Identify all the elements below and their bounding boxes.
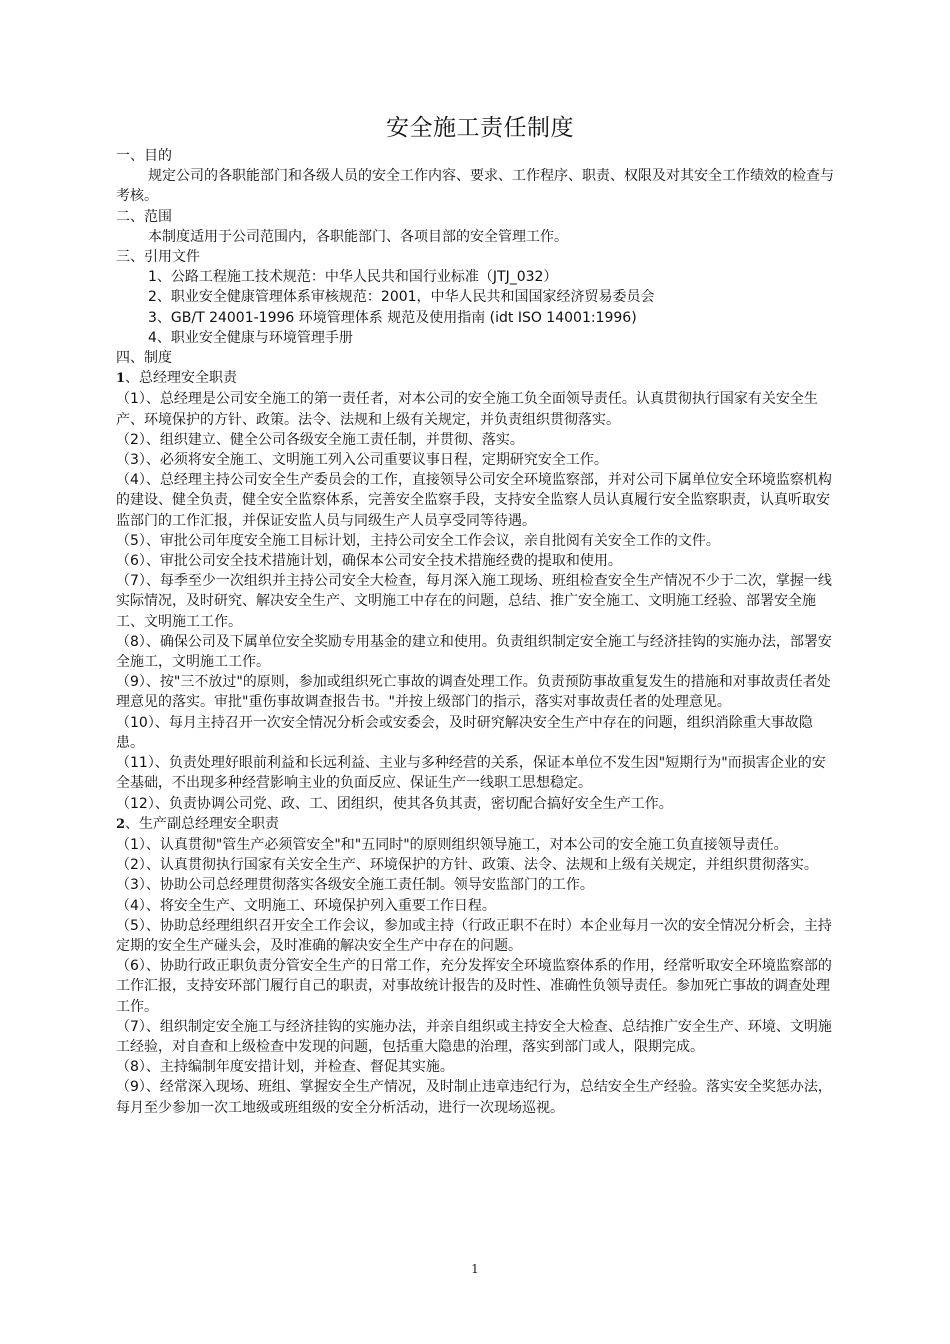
duty-item: （10）、每月主持召开一次安全情况分析会或安委会，及时研究解决安全生产中存在的问题，组织消除重大事故隐患。 [116,714,813,751]
duty-item: （3）、必须将安全施工、文明施工列入公司重要议事日程，定期研究安全工作。 [116,452,608,469]
section-heading-scope: 二、范围 [116,208,172,225]
reference-item: 2、职业安全健康管理体系审核规范：2001，中华人民共和国国家经济贸易委员会 [148,289,655,306]
duty-item: （6）、审批公司安全技术措施计划，确保本公司安全技术措施经费的提取和使用。 [116,553,622,570]
duty-item: （9）、按"三不放过"的原则，参加或组织死亡事故的调查处理工作。负责预防事故重复发生的措施和对事故责任者处理意见的落实。审批"重伤事故调查报告书。"并按上级部门的指示，落实对事故责任者的处理意见。 [116,674,831,711]
subsection-number: 2 [116,816,126,832]
page-number: 1 [471,1262,479,1276]
section-text-scope: 本制度适用于公司范围内，各职能部门、各项目部的安全管理工作。 [148,228,568,245]
duty-item: （1）、总经理是公司安全施工的第一责任者，对本公司的安全施工负全面领导责任。认真贯彻执行国家有关安全生产、环境保护的方针、政策。法令、法规和上级有关规定，并负责组织贯彻落实。 [116,391,818,428]
duty-item: （1）、认真贯彻"管生产必须管安全"和"五同时"的原则组织领导施工，对本公司的安全施工负直接领导责任。 [116,836,788,853]
duty-item: （11）、负责处理好眼前利益和长远利益、主业与多种经营的关系，保证本单位不发生因"短期行为"而损害企业的安全基础，不出现多种经营影响主业的负面反应、保证生产一线职工思想稳定。 [116,755,826,792]
subsection-heading-deputy-gm [116,814,838,835]
reference-item: 4、职业安全健康与环境管理手册 [148,329,353,346]
subsection-heading-gm [116,368,838,389]
duty-item: （5）、协助总经理组织召开安全工作会议，参加或主持（行政正职不在时）本企业每月一次的安全情况分析会，主持定期的安全生产碰头会，及时准确的解决安全生产中存在的问题。 [116,917,832,954]
document-body [116,110,838,1118]
section-text-purpose: 规定公司的各职能部门和各级人员的安全工作内容、要求、工作程序、职责、权限及对其安全工作绩效的检查与考核。 [116,168,834,205]
duty-item: （2）、认真贯彻执行国家有关安全生产、环境保护的方针、政策、法令、法规和上级有关规定，并组织贯彻落实。 [116,857,818,874]
document-title: 安全施工责任制度 [386,115,574,141]
duty-item: （7）、组织制定安全施工与经济挂钩的实施办法，并亲自组织或主持安全大检查、总结推广安全生产、环境、文明施工经验，对自查和上级检查中发现的问题，包括重大隐患的治理，落实到部门或人，限期完成。 [116,1018,832,1055]
duty-item: （5）、审批公司年度安全施工目标计划，主持公司安全工作会议，亲自批阅有关安全工作的文件。 [116,532,720,549]
duty-item: （4）、将安全生产、文明施工、环境保护列入重要工作日程。 [116,897,496,914]
subsection-number: 1 [116,371,126,387]
duty-item: （9）、经常深入现场、班组、掌握安全生产情况，及时制止违章违纪行为，总结安全生产经验。落实安全奖惩办法，每月至少参加一次工地级或班组级的安全分析活动，进行一次现场巡视。 [116,1079,832,1116]
subsection-title: 、生产副总经理安全职责 [125,815,280,832]
duty-item: （8）、确保公司及下属单位安全奖励专用基金的建立和使用。负责组织制定安全施工与经济挂钩的实施办法，部署安全施工，文明施工工作。 [116,633,832,671]
duty-item: （7）、每季至少一次组织并主持公司安全大检查，每月深入施工现场、班组检查安全生产情况不少于二次，掌握一线实际情况，及时研究、解决安全生产、文明施工中存在的问题，总结、推广安全施工、文明施工经验、部署安全施工、文明施工工作。 [116,573,832,630]
section-heading-references: 三、引用文件 [116,249,200,266]
reference-item: 1、公路工程施工技术规范：中华人民共和国行业标准（JTJ_032） [148,269,558,286]
subsection-title: 、总经理安全职责 [125,370,238,387]
duty-item: （8）、主持编制年度安措计划，并检查、督促其实施。 [116,1059,454,1076]
section-heading-rules: 四、制度 [116,350,172,367]
duty-item: （12）、负责协调公司党、政、工、团组织，使其各负其责，密切配合搞好安全生产工作。 [116,795,673,812]
reference-item: 3、GB/T 24001-1996 环境管理体系 规范及使用指南 (idt ISO 14001:1996) [148,309,637,326]
section-heading-purpose: 一、目的 [116,148,172,164]
duty-item: （3）、协助公司总经理贯彻落实各级安全施工责任制。领导安监部门的工作。 [116,877,594,894]
duty-item: （4）、总经理主持公司安全生产委员会的工作，直接领导公司安全环境监察部，并对公司下属单位安全环境监察机构的建设、健全负责，健全安全监察体系，完善安全监察手段，支持安全监察人员认真履行安全监察职责，认真听取安监部门的工作汇报，并保证安监人员与同级生产人员享受同等待遇。 [116,472,832,529]
duty-item: （6）、协助行政正职负责分管安全生产的日常工作，充分发挥安全环境监察体系的作用，经常听取安全环境监察部的工作汇报，支持安环部门履行自己的职责，对事故统计报告的及时性、准确性负领导责任。参加死亡事故的调查处理工作。 [116,958,832,1015]
duty-item: （2）、组织建立、健全公司各级安全施工责任制，并贯彻、落实。 [116,431,524,448]
